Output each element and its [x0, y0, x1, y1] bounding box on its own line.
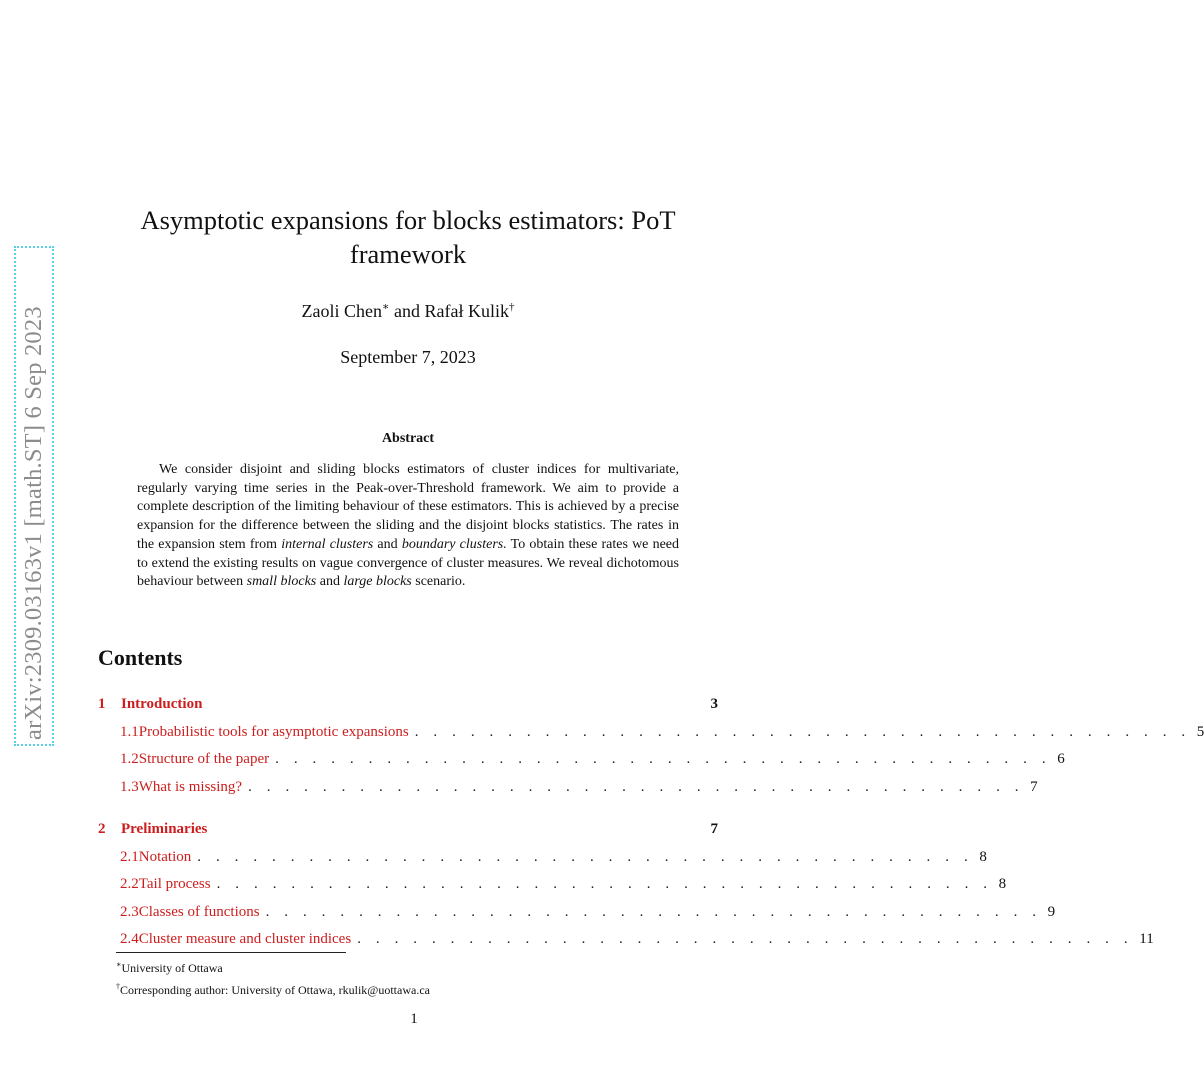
paper-title: Asymptotic expansions for blocks estimators: PoT framework	[140, 205, 676, 269]
toc-dot-leader: . . . . . . . . . . . . . . . . . . . . . . . . . . . . . . . . . . . . . . . . . .	[414, 723, 1191, 740]
toc-entry-number: 2.1	[120, 848, 139, 865]
toc-entry-page: 3	[710, 696, 718, 712]
author-name: Rafał Kulik	[424, 301, 509, 321]
abstract-emphasis: large blocks	[343, 574, 412, 590]
footnote-mark: †	[508, 301, 515, 313]
toc-entry-number: 1.1	[120, 723, 139, 740]
footnote-text: Corresponding author: University of Ottawa, rkulik@uottawa.ca	[120, 982, 430, 997]
abstract-emphasis: internal clusters	[281, 536, 374, 552]
toc-entry-page: 9	[1047, 903, 1056, 920]
footnote	[116, 956, 430, 978]
footnote-mark: †	[116, 981, 120, 991]
toc-entry-link[interactable]: What is missing?	[138, 778, 243, 795]
toc-entry-classes-of-functions[interactable]	[98, 900, 1056, 928]
footnote-mark: ∗	[116, 960, 122, 969]
author-connector: and	[389, 301, 425, 321]
toc-entry-number: 2	[98, 821, 106, 837]
toc-dot-leader: . . . . . . . . . . . . . . . . . . . . . . . . . . . . . . . . . . . . . . . . . .	[216, 876, 993, 892]
abstract-text: and	[316, 574, 344, 590]
toc-entry-number: 2.4	[120, 931, 139, 947]
abstract-text: To obtain these rates we need to extend the existing results on vague convergence of cluster measures. We reveal dichotomous behaviour between	[137, 536, 679, 590]
arxiv-identifier: arXiv:2309.03163v1 [math.ST] 6 Sep 2023	[20, 306, 47, 740]
toc-dot-leader: . . . . . . . . . . . . . . . . . . . . . . . . . . . . . . . . . . . . . . . . . .	[197, 848, 974, 865]
toc-entry-page: 7	[710, 821, 718, 837]
toc-entry-introduction[interactable]	[98, 692, 718, 720]
footnote-mark: ∗	[382, 301, 390, 313]
abstract-emphasis: small blocks	[246, 574, 317, 590]
paper-date: September 7, 2023	[340, 347, 476, 367]
abstract-heading: Abstract	[381, 431, 435, 446]
footnotes	[116, 956, 430, 999]
toc-entry-link[interactable]: Introduction	[121, 696, 203, 712]
toc-entry-notation[interactable]	[98, 845, 987, 873]
toc-entry-link[interactable]: Structure of the paper	[138, 751, 270, 767]
toc-entry-number: 1	[98, 696, 106, 712]
author-name: Zaoli Chen	[301, 301, 382, 321]
toc-entry-structure[interactable]	[98, 747, 1065, 775]
abstract-emphasis: boundary clusters.	[401, 536, 507, 552]
footnote	[116, 978, 430, 1000]
toc-entry-link[interactable]: Cluster measure and cluster indices	[138, 931, 352, 947]
toc-dot-leader: . . . . . . . . . . . . . . . . . . . . . . . . . . . . . . . . . . . . . . . . . .	[248, 778, 1025, 795]
toc-entry-number: 2.2	[120, 876, 139, 892]
toc-entry-page: 7	[1030, 778, 1038, 795]
contents-heading: Contents	[98, 645, 183, 670]
toc-entry-link[interactable]: Notation	[138, 848, 192, 865]
toc-dot-leader: . . . . . . . . . . . . . . . . . . . . . . . . . . . . . . . . . . . . . . . . . .	[275, 751, 1052, 767]
toc-entry-number: 2.3	[120, 903, 139, 920]
abstract-text: We consider disjoint and sliding blocks estimators of cluster indices for multivariate, regularly varying time series in the Peak-over-Threshold framework. We aim to provide a complete description of the limiting behaviour of these estimators. This is achieved by a precise expansion for the difference between the sliding and the disjoint blocks statistics. The rates in the expansion stem from	[137, 462, 679, 552]
toc-entry-number: 1.3	[120, 778, 139, 795]
toc-entry-preliminaries[interactable]	[98, 817, 718, 845]
toc-dot-leader: . . . . . . . . . . . . . . . . . . . . . . . . . . . . . . . . . . . . . . . . . .	[265, 903, 1042, 920]
footnote-rule	[116, 952, 346, 953]
abstract-paragraph	[137, 461, 679, 592]
footnote-text: University of Ottawa	[121, 961, 223, 975]
table-of-contents	[98, 692, 1204, 955]
toc-entry-cluster-measure[interactable]	[98, 927, 1154, 955]
toc-entry-link[interactable]: Preliminaries	[121, 821, 208, 837]
abstract-text: and	[373, 536, 402, 552]
toc-entry-what-is-missing[interactable]	[98, 775, 1038, 803]
toc-entry-page: 5	[1196, 723, 1204, 740]
toc-entry-tail-process[interactable]	[98, 872, 1007, 900]
abstract-text: scenario.	[411, 574, 466, 590]
toc-entry-number: 1.2	[120, 751, 139, 767]
toc-entry-probabilistic-tools[interactable]	[98, 720, 1204, 748]
page-number: 1	[410, 1011, 418, 1027]
toc-entry-link[interactable]: Classes of functions	[138, 903, 260, 920]
author-line	[100, 300, 716, 322]
toc-entry-page: 8	[998, 876, 1007, 892]
abstract-body	[137, 461, 679, 592]
toc-dot-leader: . . . . . . . . . . . . . . . . . . . . . . . . . . . . . . . . . . . . . . . . . .	[357, 931, 1134, 947]
toc-entry-page: 6	[1057, 751, 1065, 767]
toc-entry-page: 11	[1139, 931, 1154, 947]
toc-entry-link[interactable]: Tail process	[138, 876, 211, 892]
toc-entry-page: 8	[979, 848, 987, 865]
toc-entry-link[interactable]: Probabilistic tools for asymptotic expansions	[138, 723, 409, 740]
